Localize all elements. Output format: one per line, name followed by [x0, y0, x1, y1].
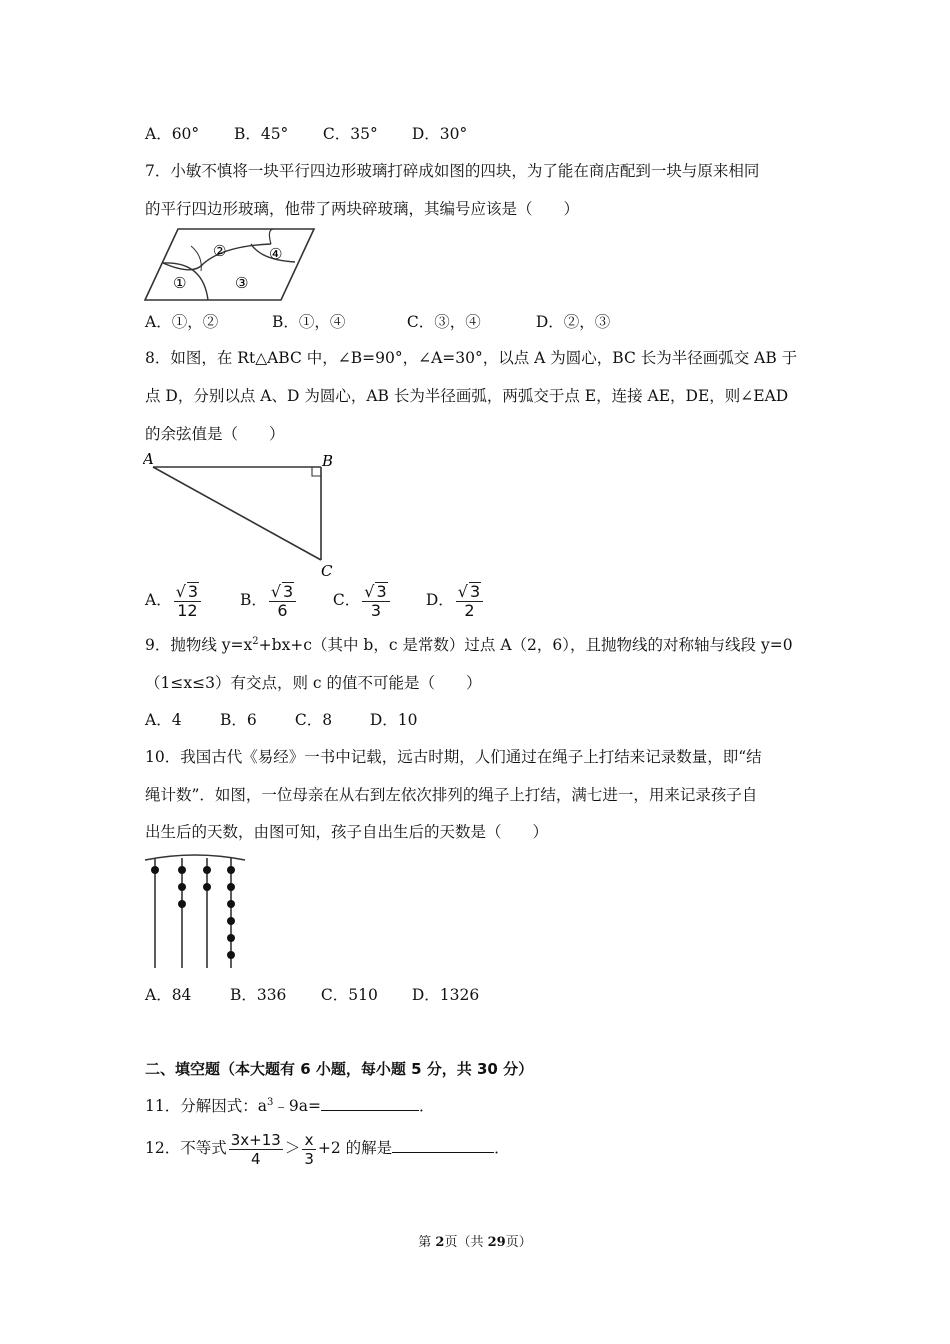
q8-triangle-figure [143, 450, 343, 578]
q11-text: 11．分解因式：$a^3﹣9a=$ ． [145, 1096, 435, 1115]
q10-options [145, 985, 479, 1005]
q6-options [145, 124, 467, 144]
knot [227, 934, 235, 942]
parallelogram-outline [145, 229, 314, 300]
q6-option-c: C．35° [322, 125, 378, 143]
q9-option-b: B．6 [219, 711, 257, 729]
q6-option-b: B．45° [233, 125, 289, 143]
knot [203, 883, 211, 891]
q8-text-line3: 的余弦值是（ ） [145, 425, 285, 443]
q8-option-b: B． $\frac{√ 3}{6}$ [240, 578, 328, 622]
q9-options [145, 710, 417, 730]
q7-option-c: C．③，④ [406, 313, 481, 331]
crack-line-3 [269, 229, 273, 244]
q7-option-d: D．②，③ [535, 313, 611, 331]
q8-text-line1: 8．如图，在 Rt△ABC 中，∠B=90°，∠A=30°，以点 A 为圆心，BC 长为半径画弧交 AB 于 [145, 349, 798, 367]
q8-option-c: C． $\frac{√ 3}{3}$ [333, 578, 421, 622]
q10-knot-rope-figure [143, 852, 248, 970]
q7-options [145, 312, 610, 332]
q9-text-line2: （1≤x≤3）有交点，则 c 的值不可能是（ ） [145, 674, 482, 692]
q7-text-line2: 的平行四边形玻璃，他带了两块碎玻璃，其编号应该是（ ） [145, 200, 580, 218]
q7-option-b: B．①，④ [271, 313, 346, 331]
q12-text: 12．不等式 $\frac{3x+13}{4}$ ＞ $\frac{x}{3}$ +2 的解是 ． [145, 1130, 510, 1168]
q7-text-line1: 7．小敏不慎将一块平行四边形玻璃打碎成如图的四块，为了能在商店配到一块与原来相同 [145, 162, 760, 180]
q12-answer-blank[interactable] [392, 1138, 494, 1153]
knot [178, 900, 186, 908]
page-number: 2 [435, 1235, 445, 1250]
piece-label-4: ④ [269, 245, 283, 263]
q9-option-a: A．4 [145, 711, 182, 729]
q9-option-d: D．10 [369, 711, 418, 729]
piece-label-3: ③ [235, 274, 249, 292]
page-footer: 第 2页（共 29页） [418, 1235, 532, 1250]
piece-label-2: ② [213, 242, 227, 260]
q10-option-d: D．1326 [411, 986, 480, 1004]
q11-answer-blank[interactable] [321, 1096, 419, 1111]
q9-text-line1: 9．抛物线 $y=x^2+bx+c$（其中 b，c 是常数）过点 A（2，6），且抛物线的对称轴与线段 y=0 [145, 635, 793, 654]
knot [151, 866, 159, 874]
q7-option-a: A．①，② [145, 313, 219, 331]
q10-option-a: A．84 [145, 986, 192, 1004]
side-ac [153, 467, 321, 560]
q10-text-line3: 出生后的天数，由图可知，孩子自出生后的天数是（ ） [145, 823, 549, 841]
q8-text-line2: 点 D，分别以点 A、D 为圆心，AB 长为半径画弧，两弧交于点 E，连接 AE，DE，则∠EAD [145, 387, 789, 405]
knot [178, 866, 186, 874]
q10-text-line1: 10．我国古代《易经》一书中记载，远古时期，人们通过在绳子上打结来记录数量，即“结 [145, 748, 762, 766]
q6-option-a: A．60° [145, 125, 200, 143]
q9-option-c: C．8 [294, 711, 333, 729]
q6-option-d: D．30° [411, 125, 468, 143]
q10-option-b: B．336 [229, 986, 287, 1004]
q8-option-d: D． $\frac{√ 3}{2}$ [426, 578, 485, 622]
piece-label-1: ① [173, 274, 187, 292]
vertex-label-a: A [143, 450, 154, 468]
q8-option-a: A． $\frac{√ 3}{12}$ [145, 578, 235, 622]
q8-options [145, 578, 485, 622]
total-pages: 29 [487, 1235, 506, 1250]
vertex-label-b: B [322, 452, 334, 470]
q7-glass-figure [143, 226, 318, 302]
q10-option-c: C．510 [320, 986, 378, 1004]
q10-text-line2: 绳计数”．如图，一位母亲在从右到左依次排列的绳子上打结，满七进一，用来记录孩子自 [145, 786, 758, 804]
section-heading: 二、填空题（本大题有 6 小题，每小题 5 分，共 30 分） [145, 1060, 534, 1078]
hanging-strings [151, 858, 235, 968]
knot [227, 951, 235, 959]
knot [203, 866, 211, 874]
knot [178, 883, 186, 891]
knot [227, 917, 235, 925]
vertex-label-c: C [321, 562, 333, 578]
knot [227, 900, 235, 908]
right-angle-mark [312, 467, 321, 476]
knot [227, 866, 235, 874]
top-rope [145, 855, 245, 860]
knot [227, 883, 235, 891]
